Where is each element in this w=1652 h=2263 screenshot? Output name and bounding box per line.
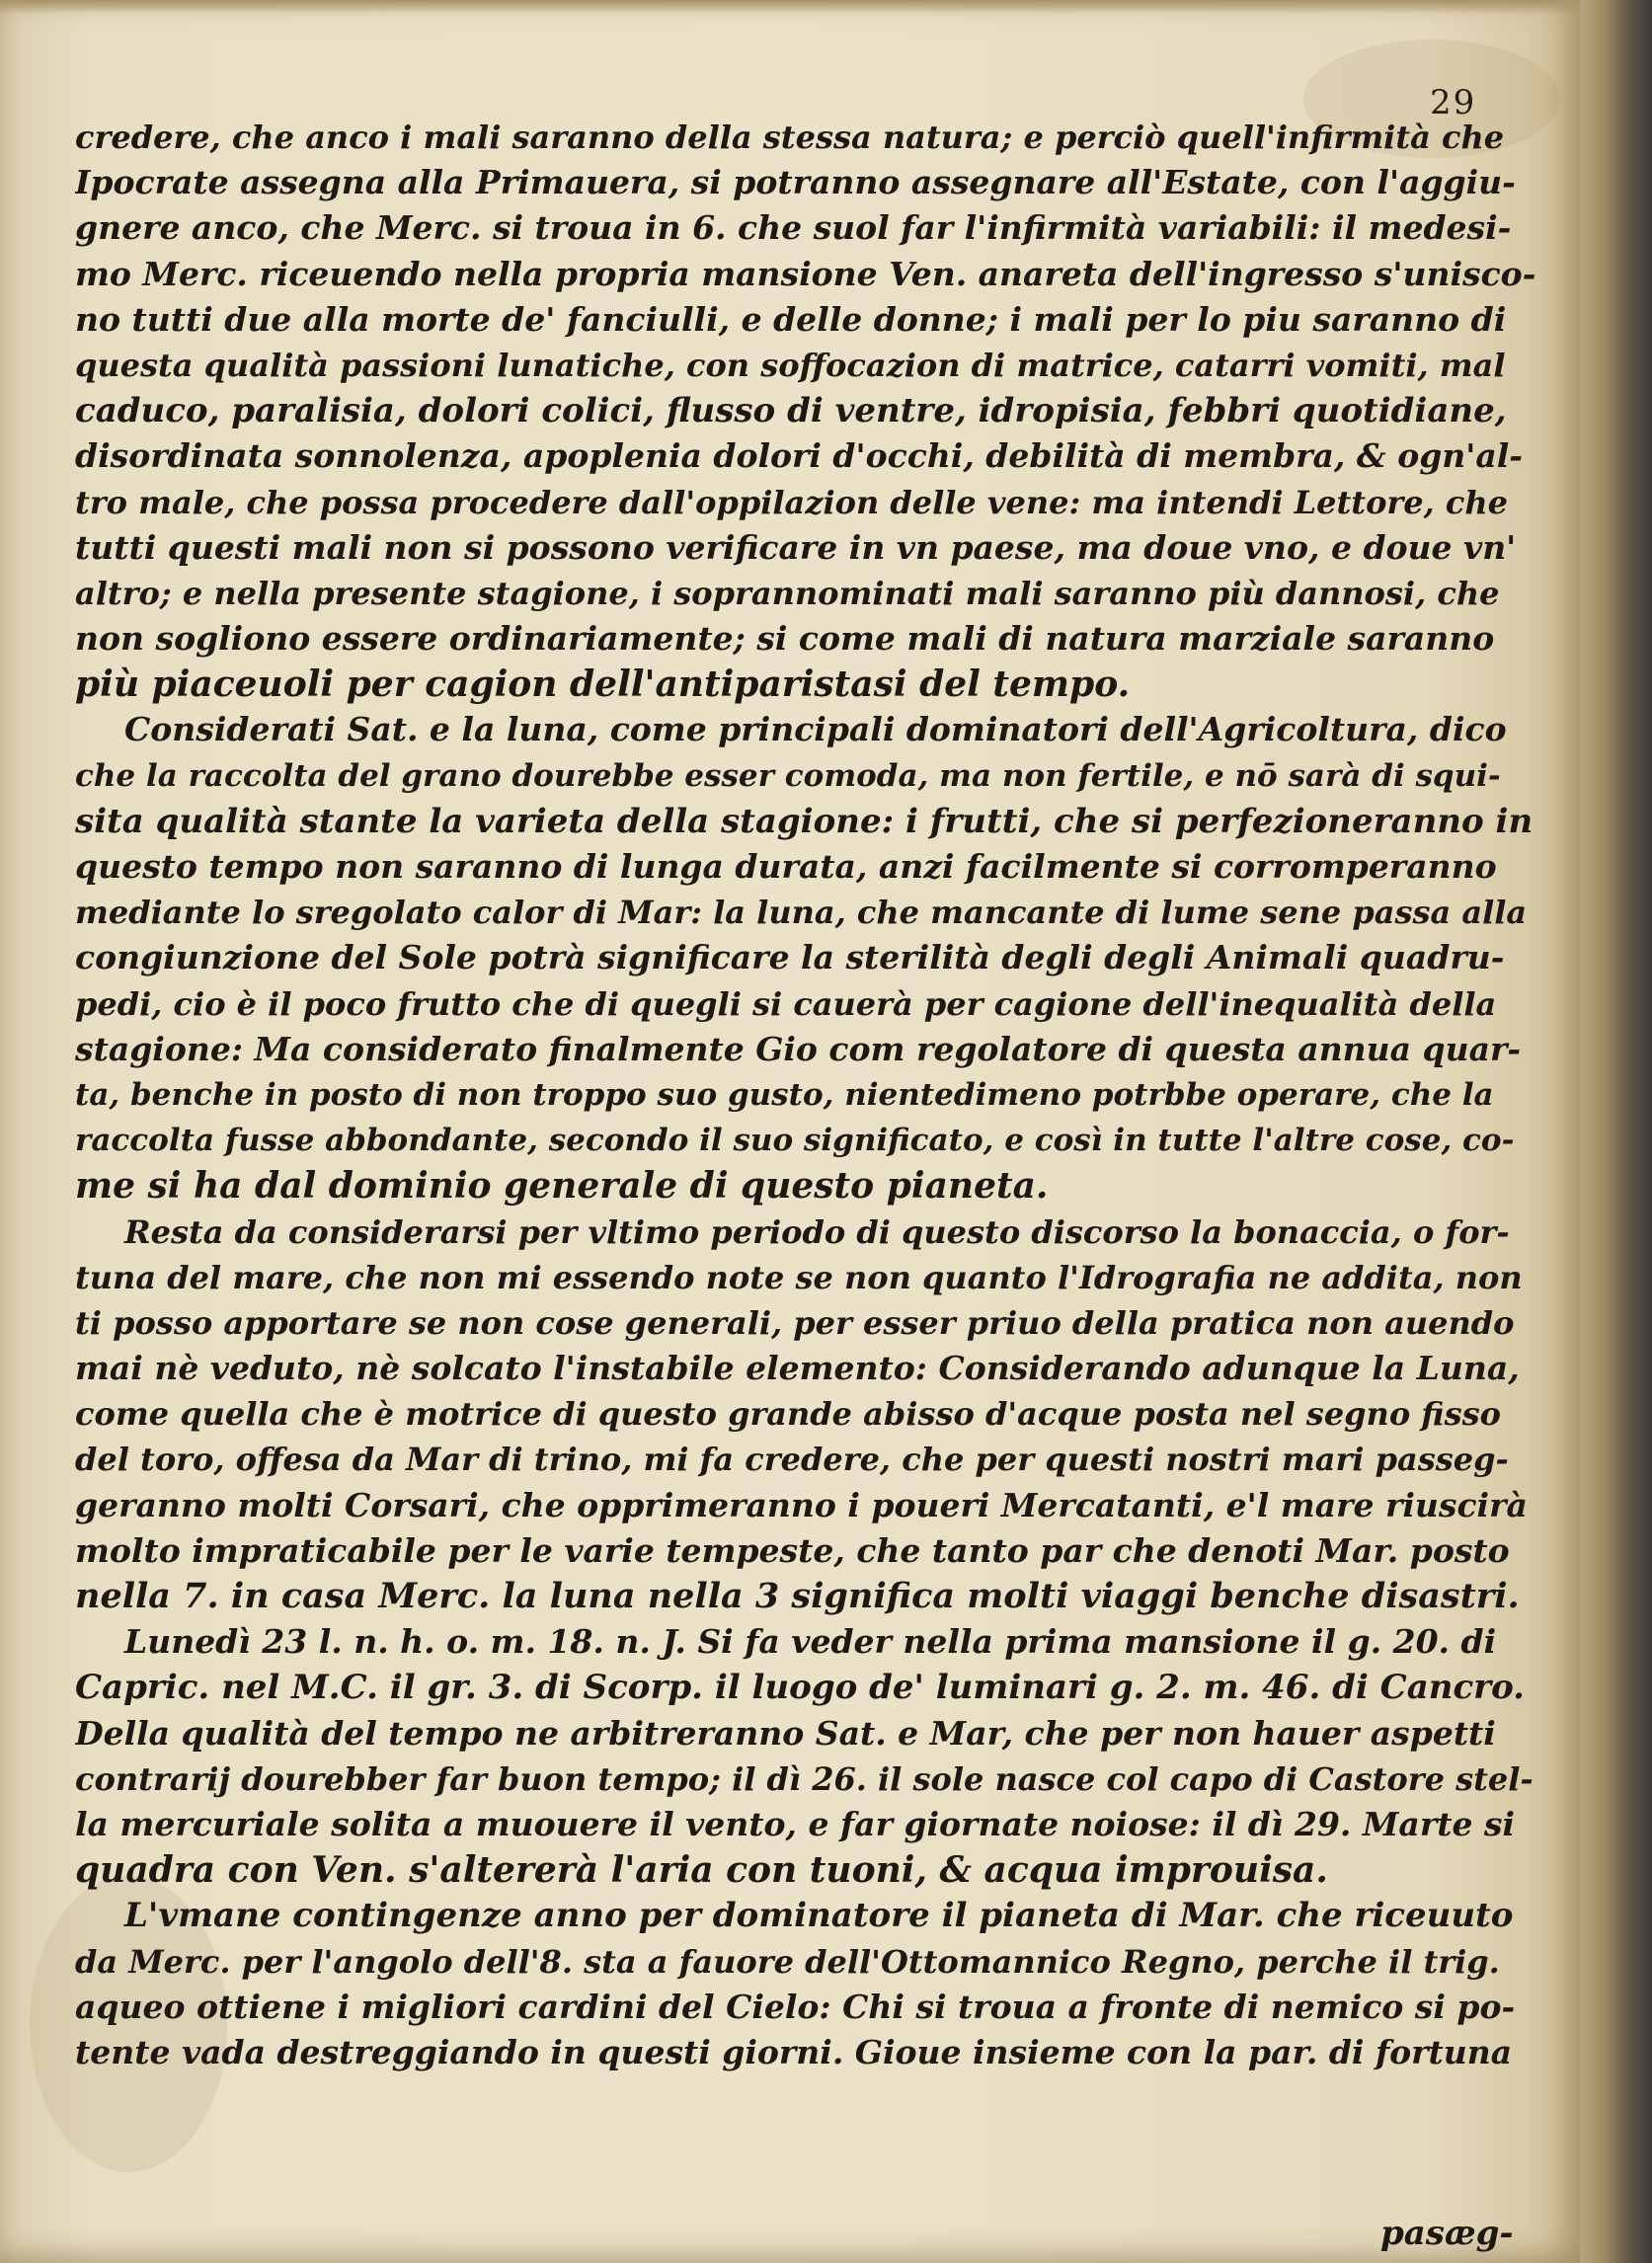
text-line: Resta da considerarsi per vltimo periodo di questo discorso la bonaccia, o for- <box>124 1212 1510 1251</box>
body-text <box>75 115 1536 2075</box>
text-line: no tutti due alla morte de' fanciulli, e delle donne; i mali per lo piu saranno di <box>75 299 1507 339</box>
text-line: congiunzione del Sole potrà significare la sterilità degli degli Animali quadru- <box>75 938 1505 977</box>
text-line: questa qualità passioni lunatiche, con soffocazion di matrice, catarri vomiti, mal <box>75 346 1506 384</box>
text-line: sita qualità stante la varieta della stagione: i frutti, che si perfezioneranno in <box>75 801 1534 841</box>
text-line: quadra con Ven. s'altererà l'aria con tuoni, & acqua improuisa. <box>75 1849 1328 1892</box>
text-line: aqueo ottiene i migliori cardini del Cielo: Chi si troua a fronte di nemico si po- <box>75 1987 1516 2026</box>
text-line: tro male, che possa procedere dall'oppilazion delle vene: ma intendi Lettore, che <box>75 483 1509 521</box>
text-line: nella 7. in casa Merc. la luna nella 3 significa molti viaggi benche disastri. <box>75 1576 1520 1616</box>
text-line: mediante lo sregolato calor di Mar: la luna, che mancante di lume sene passa alla <box>75 894 1528 932</box>
page-top-edge <box>0 0 1580 14</box>
text-line: altro; e nella presente stagione, i soprannominati mali saranno più dannosi, che <box>75 574 1500 612</box>
text-line: molto impraticabile per le varie tempeste, che tanto par che denoti Mar. posto <box>75 1530 1510 1570</box>
text-line: la mercuriale solita a muouere il vento, e far giornate noiose: il dì 29. Marte si <box>75 1804 1516 1843</box>
text-line: caduco, paralisia, dolori colici, flusso di ventre, idropisia, febbri quotidiane, <box>75 391 1507 431</box>
text-line: me si ha dal dominio generale di questo pianeta. <box>75 1165 1049 1208</box>
text-line: pedi, cio è il poco frutto che di quegli si cauerà per cagione dell'inequalità della <box>75 984 1497 1023</box>
text-line: ta, benche in posto di non troppo suo gusto, nientedimeno potrbbe operare, che la <box>75 1076 1494 1113</box>
text-line: disordinata sonnolenza, apoplenia dolori d'occhi, debilità di membra, & ogn'al- <box>75 436 1523 476</box>
text-line: credere, che anco i mali saranno della stessa natura; e perciò quell'infirmità che <box>75 118 1505 156</box>
text-line: Ipocrate assegna alla Primauera, si potranno assegnare all'Estate, con l'aggiu- <box>75 163 1516 202</box>
text-line: raccolta fusse abbondante, secondo il suo significato, e così in tutte l'altre cose, co- <box>75 1123 1515 1159</box>
text-line: che la raccolta del grano dourebbe esser comoda, ma non fertile, e nō sarà di squi- <box>75 757 1501 794</box>
text-line: del toro, offesa da Mar di trino, mi fa credere, che per questi nostri mari passeg- <box>75 1441 1509 1479</box>
text-line: ti posso apportare se non cose generali, per esser priuo della pratica non auendo <box>75 1303 1515 1342</box>
text-line: questo tempo non saranno di lunga durata, anzi facilmente si corromperanno <box>75 847 1497 886</box>
text-line: tuna del mare, che non mi essendo note se non quanto l'Idrografia ne addita, non <box>75 1258 1523 1296</box>
text-line: mo Merc. riceuendo nella propria mansione Ven. anareta dell'ingresso s'unisco- <box>75 254 1536 293</box>
text-line: tutti questi mali non si possono verificare in vn paese, ma doue vno, e doue vn' <box>75 527 1517 567</box>
text-line: tente vada destreggiando in questi giorni. Gioue insieme con la par. di fortuna <box>75 2032 1513 2071</box>
text-line: non sogliono essere ordinariamente; si come mali di natura marziale saranno <box>75 619 1495 659</box>
page-edge-shadow <box>1580 0 1652 2263</box>
catchword: pasæg- <box>1380 2214 1514 2253</box>
text-line: Capric. nel M.C. il gr. 3. di Scorp. il luogo de' luminari g. 2. m. 46. di Cancro. <box>75 1668 1525 1708</box>
text-line: da Merc. per l'angolo dell'8. sta a fauore dell'Ottomannico Regno, perche il trig. <box>75 1942 1500 1981</box>
text-line: L'vmane contingenze anno per dominatore il pianeta di Mar. che riceuuto <box>124 1896 1514 1936</box>
text-line: come quella che è motrice di questo grande abisso d'acque posta nel segno fisso <box>75 1395 1501 1434</box>
text-line: Lunedì 23 l. n. h. o. m. 18. n. J. Si fa veder nella prima mansione il g. 20. di <box>124 1622 1497 1662</box>
text-line: gnere anco, che Merc. si troua in 6. che suol far l'infirmità variabili: il medesi- <box>75 208 1512 248</box>
text-line: stagione: Ma considerato finalmente Gio com regolatore di questa annua quar- <box>75 1029 1522 1068</box>
page-number: 29 <box>1430 83 1477 122</box>
text-line: Considerati Sat. e la luna, come principali dominatori dell'Agricoltura, dico <box>124 710 1507 749</box>
text-line: geranno molti Corsari, che opprimeranno i poueri Mercatanti, e'l mare riuscirà <box>75 1485 1528 1524</box>
text-line: contrarij dourebber far buon tempo; il dì 26. il sole nasce col capo di Castore stel- <box>75 1759 1534 1798</box>
text-line: Della qualità del tempo ne arbitreranno Sat. e Mar, che per non hauer aspetti <box>75 1713 1496 1753</box>
text-line: più piaceuoli per cagion dell'antiparistasi del tempo. <box>75 663 1131 706</box>
text-line: mai nè veduto, nè solcato l'instabile elemento: Considerando adunque la Luna, <box>75 1349 1520 1388</box>
